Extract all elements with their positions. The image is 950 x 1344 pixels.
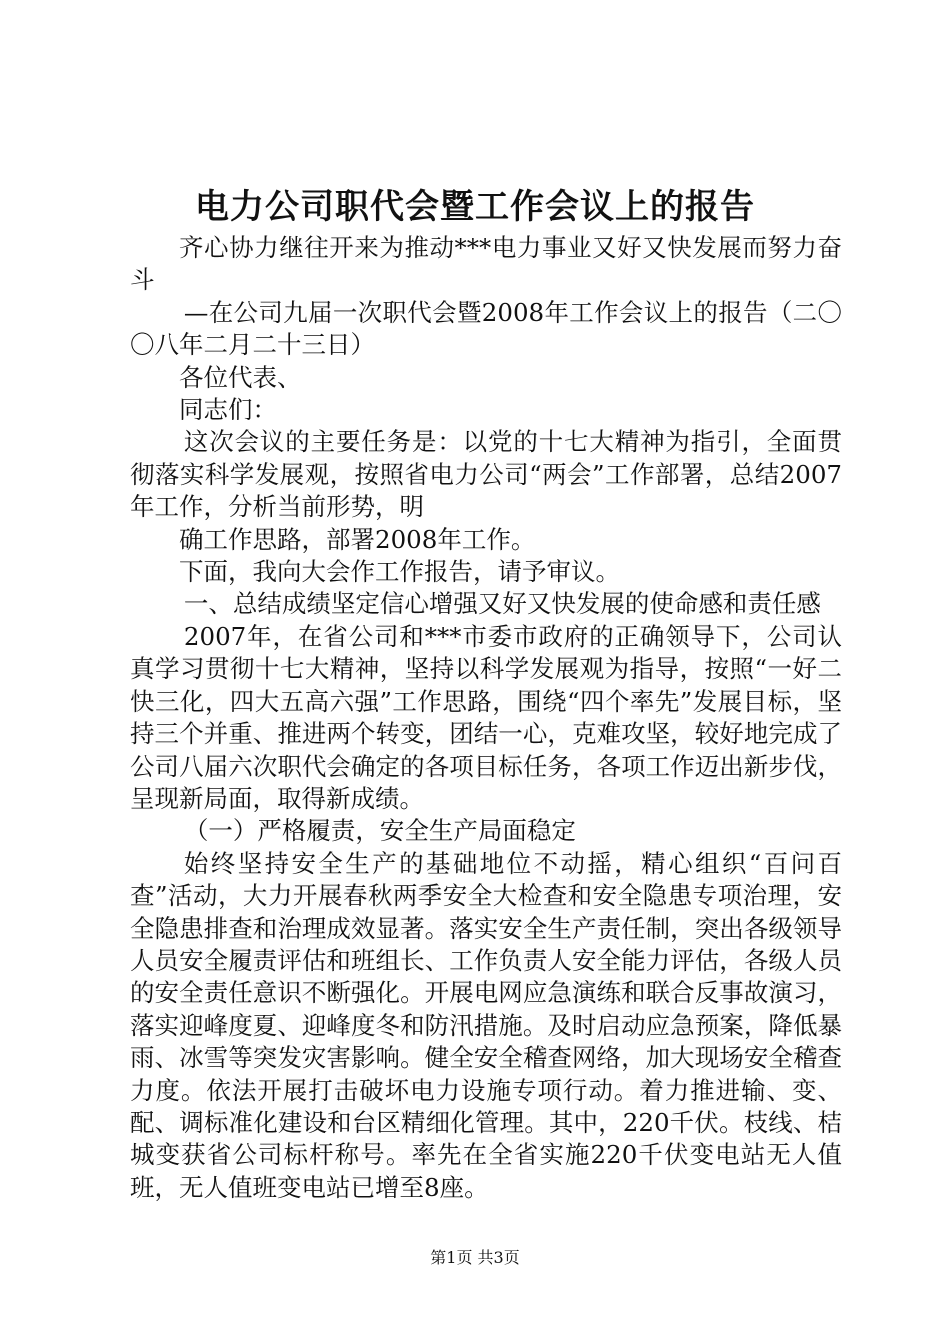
- paragraph-subtitle: 齐心协力继往开来为推动***电力事业又好又快发展而努力奋斗: [130, 233, 842, 295]
- paragraph-2007-summary: 2007年，在省公司和***市委市政府的正确领导下，公司认真学习贯彻十七大精神，坚持以科学发展观为指导，按照“一好二快三化，四大五高六强”工作思路，围绕“四个率先”发展目标，坚持三个并重、推进两个转变，团结一心，克难攻坚，较好地完成了公司八届六次职代会确定的各项目标任务，各项工作迈出新步伐，呈现新局面，取得新成绩。: [130, 621, 842, 813]
- document-title: 电力公司职代会暨工作会议上的报告: [195, 187, 755, 227]
- paragraph-meeting-tasks: 这次会议的主要任务是：以党的十七大精神为指引，全面贯彻落实科学发展观，按照省电力公司“两会”工作部署，总结2007年工作，分析当前形势，明: [130, 427, 842, 522]
- paragraph-meeting-tasks-cont: 确工作思路，部署2008年工作。: [179, 524, 536, 554]
- paragraph-salutation-comrades: 同志们：: [179, 395, 277, 425]
- page-number-footer: 第1页 共3页: [430, 1248, 520, 1267]
- subsection-heading-1: （一）严格履责，安全生产局面稳定: [183, 816, 576, 846]
- paragraph-report-occasion: —在公司九届一次职代会暨2008年工作会议上的报告（二〇〇八年二月二十三日）: [130, 297, 842, 360]
- paragraph-report-intro: 下面，我向大会作工作报告，请予审议。: [179, 557, 620, 587]
- section-heading-1: 一、总结成绩坚定信心增强又好又快发展的使命感和责任感: [183, 589, 821, 619]
- document-body: [130, 232, 842, 1204]
- paragraph-safety: 始终坚持安全生产的基础地位不动摇，精心组织“百问百查”活动，大力开展春秋两季安全大检查和安全隐患专项治理，安全隐患排查和治理成效显著。落实安全生产责任制，突出各级领导人员安全履责评估和班组长、工作负责人安全能力评估，各级人员的安全责任意识不断强化。开展电网应急演练和联合反事故演习，落实迎峰度夏、迎峰度冬和防汛措施。及时启动应急预案，降低暴雨、冰雪等突发灾害影响。健全安全稽查网络，加大现场安全稽查力度。依法开展打击破坏电力设施专项行动。着力推进输、变、配、调标准化建设和台区精细化管理。其中，220千伏。枝线、桔城变获省公司标杆称号。率先在全省实施220千伏变电站无人值班，无人值班变电站已增至8座。: [130, 848, 842, 1202]
- paragraph-salutation-delegates: 各位代表、: [179, 362, 302, 392]
